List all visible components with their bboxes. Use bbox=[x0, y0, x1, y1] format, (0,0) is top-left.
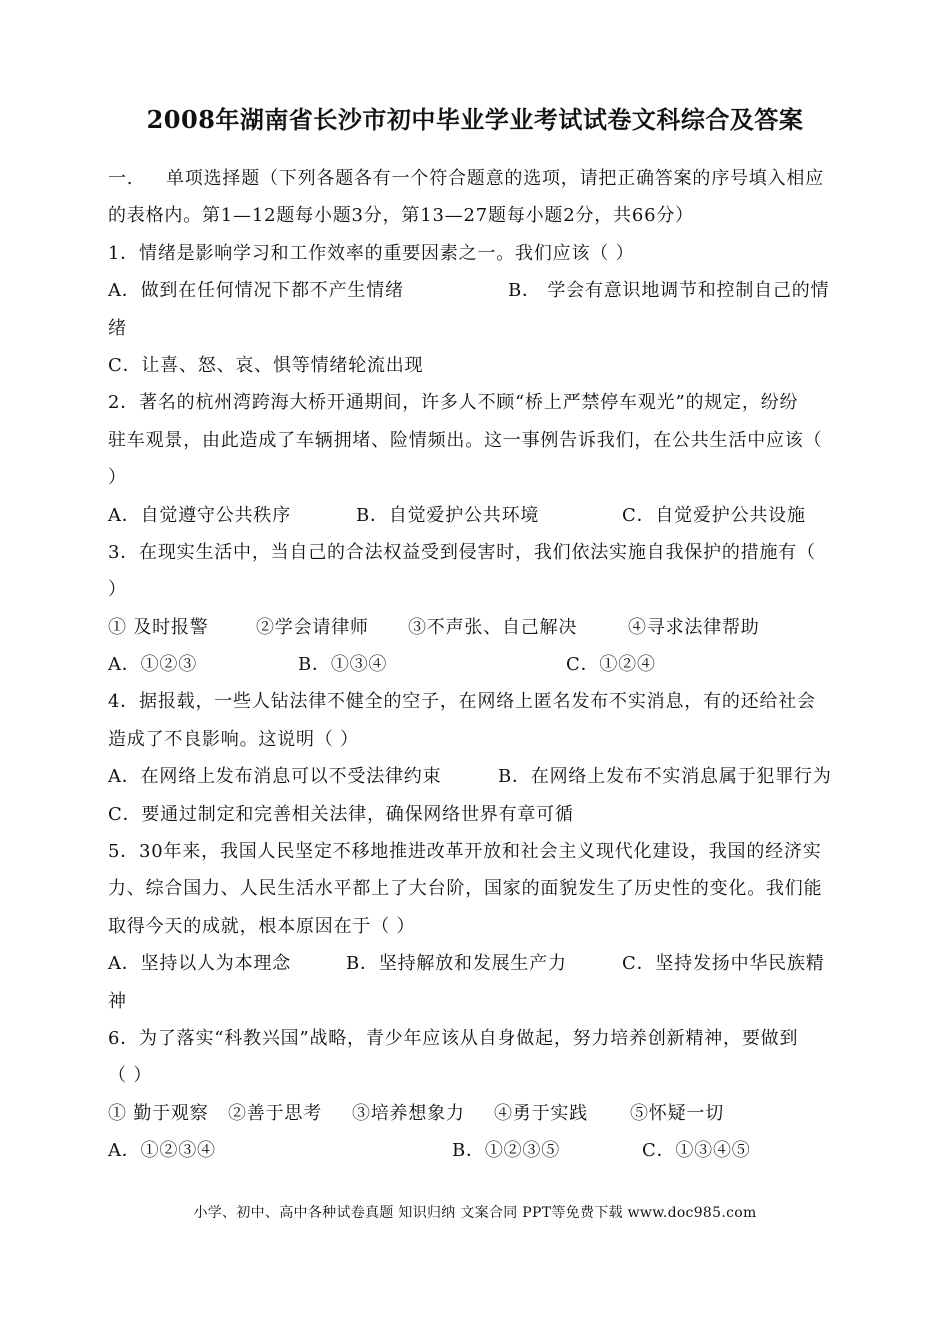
q6-item-3: ③培养想象力 bbox=[352, 1102, 465, 1124]
section-number: 一. bbox=[108, 168, 134, 189]
question-4-stem-2: 造成了不良影响。这说明（ ） bbox=[108, 728, 359, 750]
q1-option-b-cont: 绪 bbox=[108, 317, 127, 339]
q1-option-c-line bbox=[108, 347, 843, 384]
question-4-options-ab bbox=[108, 758, 843, 795]
q4-option-c: C．要通过制定和完善相关法律，确保网络世界有章可循 bbox=[108, 803, 574, 825]
question-5-options bbox=[108, 945, 843, 982]
q6-item-1: ① 勤于观察 bbox=[108, 1102, 209, 1124]
question-5-stem-2: 力、综合国力、人民生活水平都上了大台阶，国家的面貌发生了历史性的变化。我们能 bbox=[108, 878, 823, 900]
q1-option-c: C．让喜、怒、哀、惧等情绪轮流出现 bbox=[108, 354, 424, 376]
q3-option-b: B．①③④ bbox=[298, 654, 388, 676]
q3-item-2: ②学会请律师 bbox=[256, 616, 369, 638]
q4-option-c-line bbox=[108, 796, 843, 833]
question-6-stem-1: 6．为了落实“科教兴国”战略，青少年应该从自身做起，努力培养创新精神，要做到 bbox=[108, 1027, 799, 1049]
question-2-stem-3: ） bbox=[108, 467, 127, 489]
question-2-stem-2: 驻车观景，由此造成了车辆拥堵、险情频出。这一事例告诉我们，在公共生活中应该（ bbox=[108, 429, 823, 451]
question-2-stem-1: 2．著名的杭州湾跨海大桥开通期间，许多人不顾“桥上严禁停车观光”的规定，纷纷 bbox=[108, 392, 799, 414]
question-3-stem-1: 3．在现实生活中，当自己的合法权益受到侵害时，我们依法实施自我保护的措施有（ bbox=[108, 541, 816, 563]
q2-option-a: A．自觉遵守公共秩序 bbox=[108, 504, 291, 526]
q6-option-c: C．①③④⑤ bbox=[642, 1140, 751, 1162]
q1-option-b: B． 学会有意识地调节和控制自己的情 bbox=[508, 280, 830, 302]
question-5-stem-1: 5．30年来，我国人民坚定不移地推进改革开放和社会主义现代化建设，我国的经济实 bbox=[108, 841, 822, 863]
question-2-options bbox=[108, 497, 843, 534]
q5-option-c: C．坚持发扬中华民族精 bbox=[622, 953, 825, 975]
question-3-items bbox=[108, 609, 843, 646]
q6-item-4: ④勇于实践 bbox=[494, 1102, 588, 1124]
q4-option-a: A．在网络上发布消息可以不受法律约束 bbox=[108, 766, 442, 788]
question-6-options bbox=[108, 1132, 843, 1169]
section-header-line bbox=[108, 160, 843, 197]
exam-content bbox=[108, 160, 843, 1170]
q5-option-b: B．坚持解放和发展生产力 bbox=[346, 953, 567, 975]
question-4-stem-1: 4．据报载，一些人钻法律不健全的空子，在网络上匿名发布不实消息，有的还给社会 bbox=[108, 691, 816, 713]
q6-option-a: A．①②③④ bbox=[108, 1140, 216, 1162]
question-3-stem-2: ） bbox=[108, 579, 127, 601]
q6-option-b: B．①②③⑤ bbox=[452, 1140, 561, 1162]
question-1-stem: 1．情绪是影响学习和工作效率的重要因素之一。我们应该（ ） bbox=[108, 242, 635, 264]
q4-option-b: B．在网络上发布不实消息属于犯罪行为 bbox=[498, 766, 832, 788]
section-instructions: 单项选择题（下列各题各有一个符合题意的选项，请把正确答案的序号填入相应 bbox=[166, 168, 824, 189]
q2-option-b: B．自觉爱护公共环境 bbox=[356, 504, 540, 526]
q1-option-a: A．做到在任何情况下都不产生情绪 bbox=[108, 280, 404, 302]
question-6-stem-2: （ ） bbox=[108, 1065, 153, 1087]
q2-option-c: C．自觉爱护公共设施 bbox=[622, 504, 806, 526]
q3-item-3: ③不声张、自己解决 bbox=[408, 616, 578, 638]
q5-option-c-cont: 神 bbox=[108, 990, 127, 1012]
q6-item-5: ⑤怀疑一切 bbox=[630, 1102, 724, 1124]
q3-option-a: A．①②③ bbox=[108, 654, 197, 676]
q3-item-4: ④寻求法律帮助 bbox=[628, 616, 760, 638]
section-instructions-cont: 的表格内。第1—12题每小题3分，第13—27题每小题2分，共66分） bbox=[108, 205, 694, 227]
page-footer: 小学、初中、高中各种试卷真题 知识归纳 文案合同 PPT等免费下载 www.doc985.com bbox=[193, 1205, 757, 1221]
question-1-options-ab bbox=[108, 272, 843, 309]
q5-option-a: A．坚持以人为本理念 bbox=[108, 953, 291, 975]
q6-item-2: ②善于思考 bbox=[228, 1102, 322, 1124]
page-title: 2008年湖南省长沙市初中毕业学业考试试卷文科综合及答案 bbox=[146, 105, 804, 134]
q3-item-1: ① 及时报警 bbox=[108, 616, 209, 638]
question-6-items bbox=[108, 1095, 843, 1132]
question-5-stem-3: 取得今天的成就，根本原因在于（ ） bbox=[108, 915, 416, 937]
question-3-options bbox=[108, 646, 843, 683]
q3-option-c: C．①②④ bbox=[566, 654, 656, 676]
